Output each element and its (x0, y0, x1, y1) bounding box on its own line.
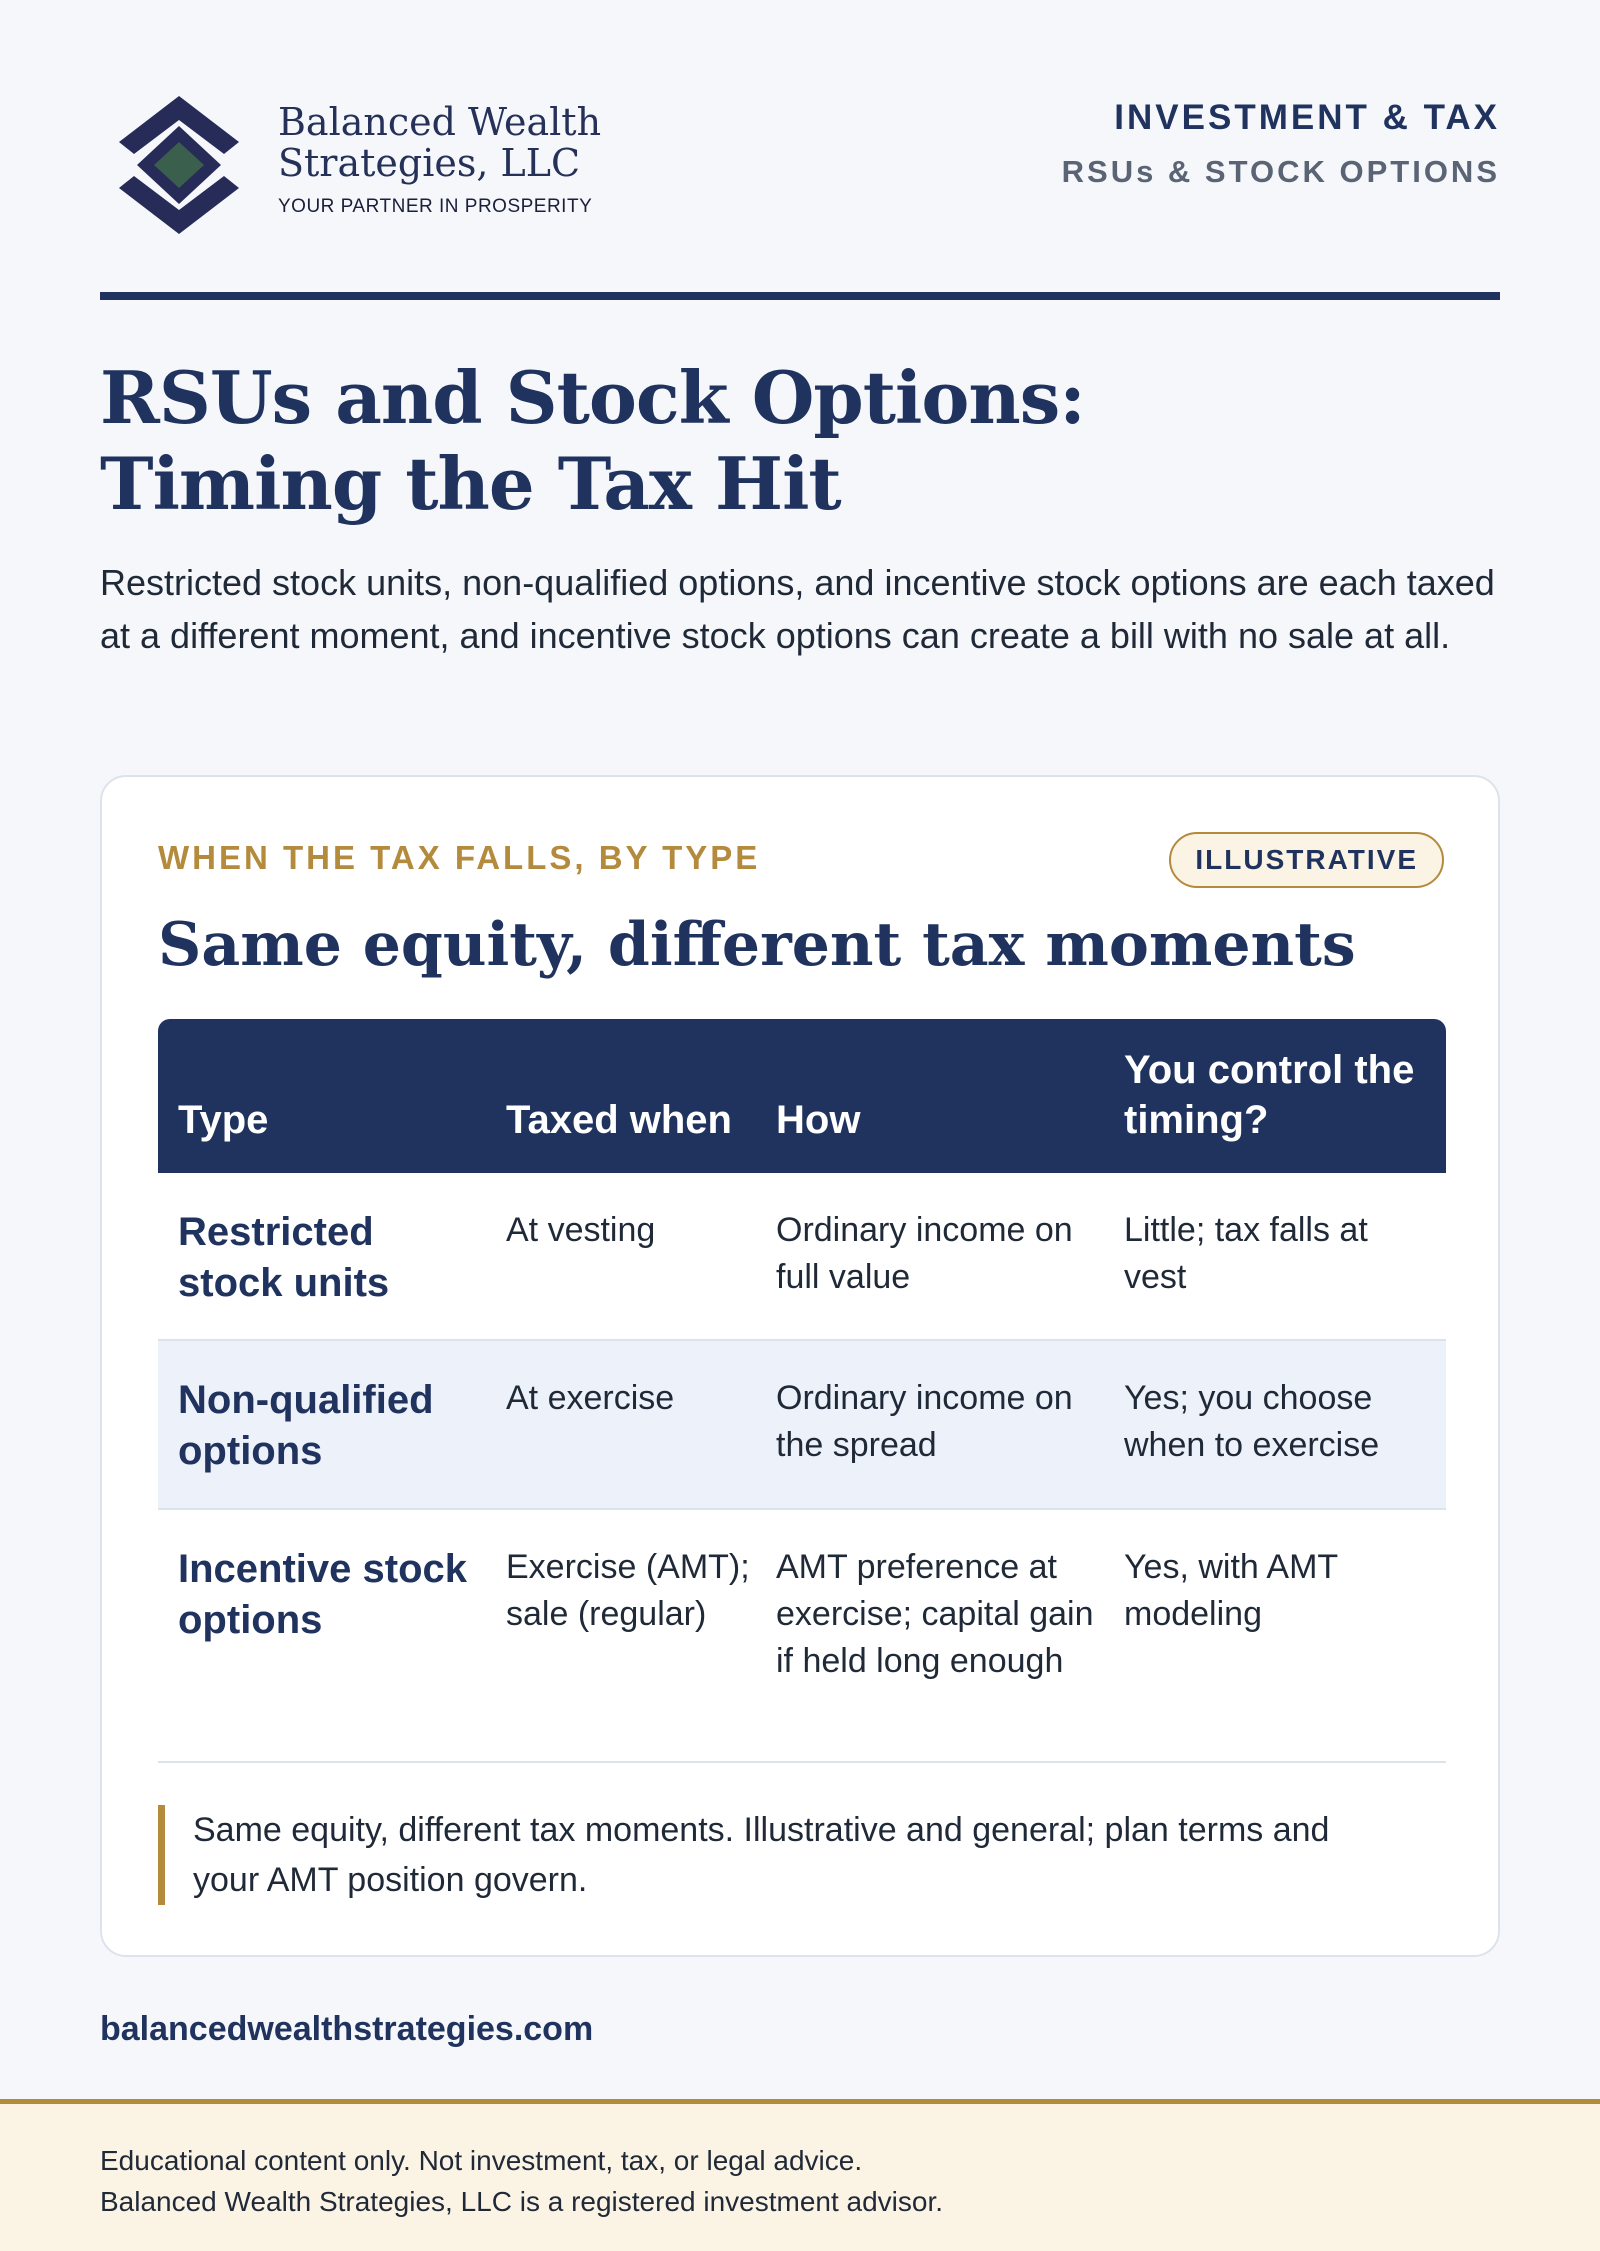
disclaimer (100, 2140, 943, 2222)
row-type-cell: Non-qualified options (178, 1378, 434, 1473)
header-topic (1062, 98, 1500, 190)
control-cell: Yes; you choose when to exercise (1124, 1379, 1380, 1464)
brand-name-line2: Strategies, LLC (278, 141, 581, 185)
tax-timing-table (158, 1019, 1446, 1763)
illustrative-badge: ILLUSTRATIVE (1169, 832, 1444, 888)
diamond-logo-icon (100, 90, 258, 240)
table-row (158, 1341, 1446, 1510)
disclaimer-line2: Balanced Wealth Strategies, LLC is a registered investment advisor. (100, 2186, 944, 2217)
page-title-line1: RSUs and Stock Options: (100, 355, 1085, 440)
header-subcategory: RSUs & STOCK OPTIONS (1061, 154, 1500, 189)
table-header-row (158, 1019, 1446, 1173)
header-category: INVESTMENT & TAX (1114, 98, 1500, 137)
column-header-taxed-when: Taxed when (506, 1098, 732, 1142)
taxed-when-cell: At vesting (506, 1211, 656, 1249)
taxed-when-cell: At exercise (506, 1379, 675, 1417)
taxed-when-cell: Exercise (AMT); sale (regular) (506, 1548, 750, 1633)
page-title-line2: Timing the Tax Hit (100, 441, 841, 526)
intro-paragraph: Restricted stock units, non-qualified options, and incentive stock options are each taxed at a different moment, and incentive stock options can create a bill with no sale at all. (100, 562, 1495, 656)
how-cell: AMT preference at exercise; capital gain if held long enough (776, 1548, 1094, 1680)
row-type-cell: Restricted stock units (178, 1210, 390, 1305)
how-cell: Ordinary income on full value (776, 1211, 1073, 1296)
column-header-type: Type (178, 1098, 269, 1142)
brand-logo[interactable] (100, 90, 601, 240)
control-cell: Little; tax falls at vest (1124, 1211, 1368, 1296)
column-header-control: You control the timing? (1124, 1048, 1415, 1142)
table-row (158, 1510, 1446, 1763)
brand-wordmark (278, 102, 601, 218)
header-divider (100, 292, 1500, 300)
card-eyebrow: WHEN THE TAX FALLS, BY TYPE (158, 839, 761, 876)
card-footnote: Same equity, different tax moments. Illustrative and general; plan terms and your AMT position govern. (158, 1805, 1398, 1905)
disclaimer-line1: Educational content only. Not investment, tax, or legal advice. (100, 2145, 863, 2176)
page-header (100, 90, 1500, 250)
control-cell: Yes, with AMT modeling (1124, 1548, 1338, 1633)
website-link[interactable]: balancedwealthstrategies.com (100, 2010, 594, 2048)
card-heading: Same equity, different tax moments (158, 910, 1356, 980)
column-header-how: How (776, 1098, 861, 1142)
page-footer (0, 2099, 1600, 2251)
how-cell: Ordinary income on the spread (776, 1379, 1073, 1464)
tax-timing-card (100, 775, 1500, 1957)
row-type-cell: Incentive stock options (178, 1547, 468, 1642)
table-row (158, 1173, 1446, 1341)
brand-tagline: YOUR PARTNER IN PROSPERITY (278, 196, 593, 217)
brand-name-line1: Balanced Wealth (278, 100, 602, 144)
page-title (100, 355, 1500, 527)
